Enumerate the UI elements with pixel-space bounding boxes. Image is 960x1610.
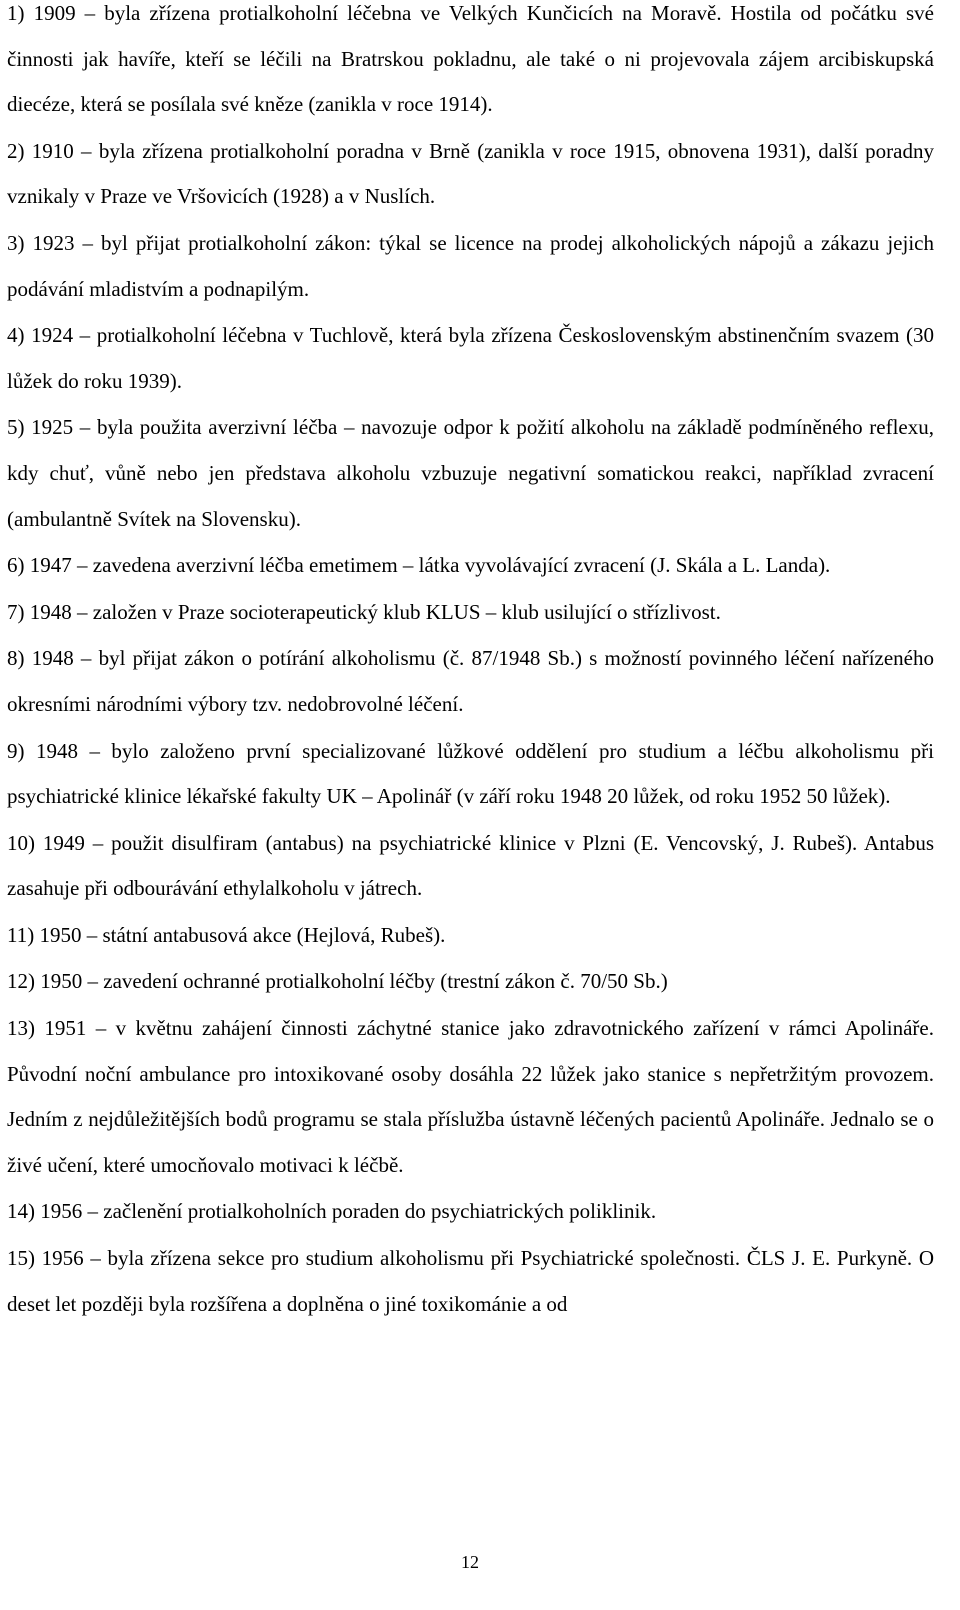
history-item-15: 15) 1956 – byla zřízena sekce pro studium alkoholismu při Psychiatrické společnosti. ČLS J. E. Purkyně. O deset let později byla rozšířena a doplněna o jiné toxikománie a od bbox=[7, 1246, 934, 1316]
page-number: 12 bbox=[461, 1552, 479, 1572]
history-item-11: 11) 1950 – státní antabusová akce (Hejlová, Rubeš). bbox=[7, 922, 446, 947]
history-item-5: 5) 1925 – byla použita averzivní léčba – navozuje odpor k požití alkoholu na základě podmíněného reflexu, kdy chuť, vůně nebo jen představa alkoholu vzbuzuje negativní somatickou reakci, například zvracení (ambulantně Svítek na Slovensku). bbox=[7, 415, 934, 531]
history-item-2: 2) 1910 – byla zřízena protialkoholní poradna v Brně (zanikla v roce 1915, obnovena 1931), další poradny vznikaly v Praze ve Vršovicích (1928) a v Nuslích. bbox=[7, 138, 934, 209]
history-item-8: 8) 1948 – byl přijat zákon o potírání alkoholismu (č. 87/1948 Sb.) s možností povinného léčení nařízeného okresními národními výbory tzv. nedobrovolné léčení. bbox=[7, 646, 934, 716]
history-item-9: 9) 1948 – bylo založeno první specializované lůžkové oddělení pro studium a léčbu alkoholismu při psychiatrické klinice lékařské fakulty UK – Apolinář (v září roku 1948 20 lůžek, od roku 1952 50 lůžek). bbox=[7, 738, 934, 809]
history-item-1: 1) 1909 – byla zřízena protialkoholní léčebna ve Velkých Kunčicích na Moravě. Hostila od počátku své činnosti jak havíře, kteří se léčili na Bratrskou pokladnu, ale také o ni projevovala zájem arcibiskupská diecéze, která se posílala své kněze (zanikla v roce 1914). bbox=[7, 1, 934, 117]
document-page bbox=[7, 0, 934, 1328]
history-item-3: 3) 1923 – byl přijat protialkoholní zákon: týkal se licence na prodej alkoholických nápojů a zákazu jejich podávání mladistvím a podnapilým. bbox=[7, 230, 934, 301]
history-item-14: 14) 1956 – začlenění protialkoholních poraden do psychiatrických poliklinik. bbox=[7, 1199, 657, 1224]
history-item-4: 4) 1924 – protialkoholní léčebna v Tuchlově, která byla zřízena Československým abstinenčním svazem (30 lůžek do roku 1939). bbox=[7, 323, 934, 393]
history-item-13: 13) 1951 – v květnu zahájení činnosti záchytné stanice jako zdravotnického zařízení v rámci Apolináře. Původní noční ambulance pro intoxikované osoby dosáhla 22 lůžek jako stanice s nepřetržitým provozem. Jedním z nejdůležitějších bodů programu se stala příslužba ústavně léčených pacientů Apolináře. Jednalo se o živé učení, které umocňovalo motivaci k léčbě. bbox=[7, 1016, 934, 1177]
history-item-6: 6) 1947 – zavedena averzivní léčba emetimem – látka vyvolávající zvracení (J. Skála a L. Landa). bbox=[7, 553, 831, 578]
history-item-7: 7) 1948 – založen v Praze socioterapeutický klub KLUS – klub usilující o střízlivost. bbox=[7, 599, 721, 624]
history-item-10: 10) 1949 – použit disulfiram (antabus) na psychiatrické klinice v Plzni (E. Vencovský, J. Rubeš). Antabus zasahuje při odbourávání ethylalkoholu v játrech. bbox=[7, 830, 934, 901]
history-item-12: 12) 1950 – zavedení ochranné protialkoholní léčby (trestní zákon č. 70/50 Sb.) bbox=[7, 969, 668, 994]
